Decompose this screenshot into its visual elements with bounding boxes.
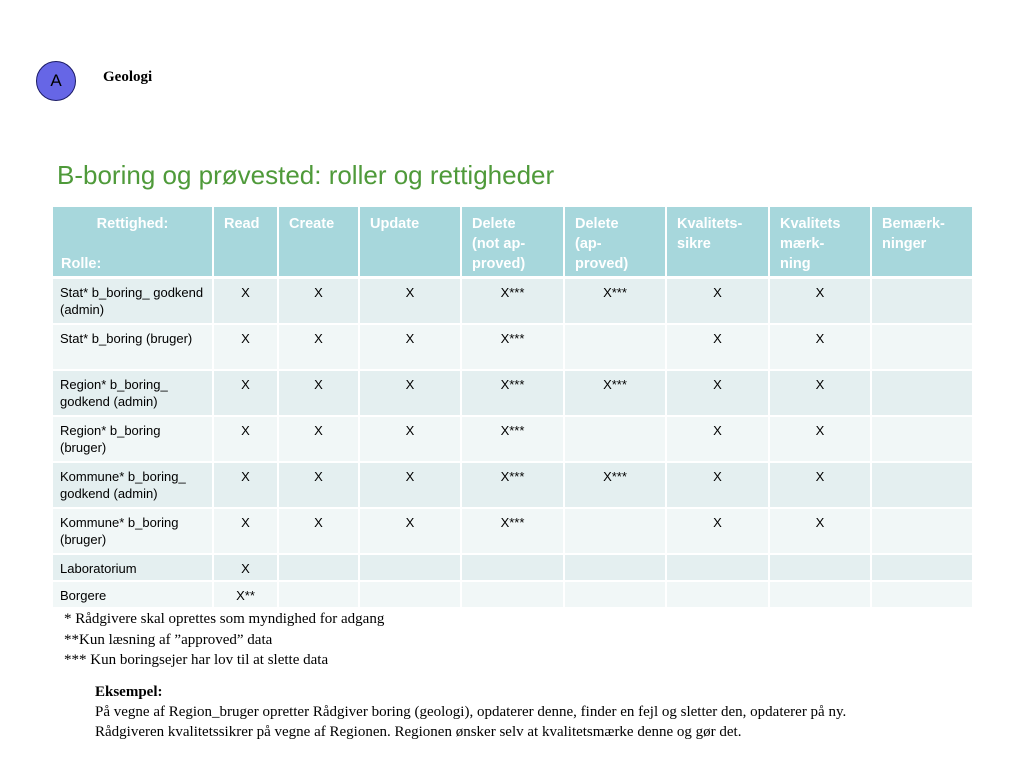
permission-cell xyxy=(871,581,973,608)
table-body xyxy=(53,278,973,609)
role-cell: Region* b_boring_ godkend (admin) xyxy=(53,370,213,416)
permission-cell xyxy=(564,581,666,608)
permission-cell: X xyxy=(278,416,359,462)
rights-table xyxy=(53,207,974,609)
column-header: Bemærk- ninger xyxy=(871,207,973,278)
permission-cell xyxy=(769,554,871,581)
permission-cell xyxy=(461,581,564,608)
column-header: Kvalitets- sikre xyxy=(666,207,769,278)
permission-cell xyxy=(666,554,769,581)
permission-cell: X xyxy=(769,462,871,508)
permission-cell: X xyxy=(359,370,461,416)
example-block xyxy=(95,682,995,742)
table-row xyxy=(53,581,973,608)
table-row xyxy=(53,324,973,370)
permission-cell: X xyxy=(769,278,871,325)
table-row xyxy=(53,416,973,462)
permission-cell: X*** xyxy=(461,462,564,508)
role-cell: Borgere xyxy=(53,581,213,608)
permission-cell: X*** xyxy=(461,324,564,370)
permission-cell: X xyxy=(769,370,871,416)
permission-cell xyxy=(359,581,461,608)
table-row xyxy=(53,554,973,581)
permission-cell: X xyxy=(213,370,278,416)
table-header-row xyxy=(53,207,973,278)
permission-cell xyxy=(871,278,973,325)
permission-cell xyxy=(666,581,769,608)
permission-cell: X xyxy=(769,324,871,370)
permission-cell: X** xyxy=(213,581,278,608)
header-rettighed-label: Rettighed: xyxy=(96,216,169,232)
example-line-2: Rådgiveren kvalitetssikrer på vegne af Regionen. Regionen ønsker selv at kvalitetsmærke denne og gør det. xyxy=(95,724,742,740)
header-rolle-label: Rolle: xyxy=(61,256,102,272)
role-cell: Kommune* b_boring_ godkend (admin) xyxy=(53,462,213,508)
permission-cell xyxy=(871,416,973,462)
example-heading: Eksempel: xyxy=(95,684,163,700)
table-row xyxy=(53,508,973,554)
permission-cell: X xyxy=(213,462,278,508)
permission-cell xyxy=(564,324,666,370)
role-cell: Laboratorium xyxy=(53,554,213,581)
permission-cell: X*** xyxy=(461,370,564,416)
permission-cell xyxy=(871,508,973,554)
footnote-3: *** Kun boringsejer har lov til at slette data xyxy=(64,652,329,668)
permission-cell: X*** xyxy=(461,416,564,462)
section-badge: A xyxy=(36,61,76,101)
permission-cell: X xyxy=(666,370,769,416)
role-cell: Region* b_boring (bruger) xyxy=(53,416,213,462)
permission-cell: X*** xyxy=(564,462,666,508)
permission-cell: X*** xyxy=(461,278,564,325)
permission-cell: X xyxy=(213,324,278,370)
permission-cell: X xyxy=(769,416,871,462)
permission-cell xyxy=(871,324,973,370)
header-corner-cell xyxy=(53,207,213,278)
permission-cell: X xyxy=(278,324,359,370)
permission-cell: X xyxy=(666,508,769,554)
permission-cell: X xyxy=(278,462,359,508)
column-header: Delete (ap- proved) xyxy=(564,207,666,278)
table-row xyxy=(53,370,973,416)
permission-cell: X xyxy=(666,462,769,508)
permission-cell: X xyxy=(278,370,359,416)
permission-cell: X xyxy=(666,416,769,462)
column-header: Update xyxy=(359,207,461,278)
footnote-1: * Rådgivere skal oprettes som myndighed for adgang xyxy=(64,611,385,627)
permission-cell: X xyxy=(213,508,278,554)
column-header: Read xyxy=(213,207,278,278)
permission-cell xyxy=(769,581,871,608)
permission-cell xyxy=(278,581,359,608)
permission-cell: X xyxy=(278,508,359,554)
example-line-1: På vegne af Region_bruger opretter Rådgiver boring (geologi), opdaterer denne, finder en fejl og sletter den, opdaterer på ny. xyxy=(95,704,847,720)
role-cell: Stat* b_boring_ godkend (admin) xyxy=(53,278,213,325)
section-title: Geologi xyxy=(103,69,153,85)
table-row xyxy=(53,278,973,325)
permission-cell: X xyxy=(359,462,461,508)
column-header: Delete (not ap- proved) xyxy=(461,207,564,278)
footnotes xyxy=(64,609,384,671)
role-cell: Stat* b_boring (bruger) xyxy=(53,324,213,370)
permission-cell xyxy=(564,508,666,554)
permission-cell xyxy=(564,554,666,581)
permission-cell xyxy=(278,554,359,581)
page-title: B-boring og prøvested: roller og rettigheder xyxy=(57,160,555,190)
permission-cell: X xyxy=(359,324,461,370)
role-cell: Kommune* b_boring (bruger) xyxy=(53,508,213,554)
permission-cell: X xyxy=(769,508,871,554)
permission-cell: X*** xyxy=(461,508,564,554)
permission-cell: X xyxy=(213,554,278,581)
permission-cell xyxy=(871,370,973,416)
column-header: Kvalitets mærk- ning xyxy=(769,207,871,278)
permission-cell xyxy=(871,462,973,508)
permission-cell: X xyxy=(666,324,769,370)
permission-cell: X xyxy=(666,278,769,325)
permission-cell: X*** xyxy=(564,370,666,416)
permission-cell: X xyxy=(359,508,461,554)
permission-cell: X xyxy=(359,278,461,325)
permission-cell xyxy=(871,554,973,581)
permission-cell xyxy=(461,554,564,581)
table-row xyxy=(53,462,973,508)
permission-cell: X xyxy=(213,278,278,325)
permission-cell: X xyxy=(278,278,359,325)
permission-cell: X*** xyxy=(564,278,666,325)
permission-cell: X xyxy=(213,416,278,462)
permission-cell: X xyxy=(359,416,461,462)
footnote-2: **Kun læsning af ”approved” data xyxy=(64,631,273,648)
column-header: Create xyxy=(278,207,359,278)
permission-cell xyxy=(359,554,461,581)
permission-cell xyxy=(564,416,666,462)
